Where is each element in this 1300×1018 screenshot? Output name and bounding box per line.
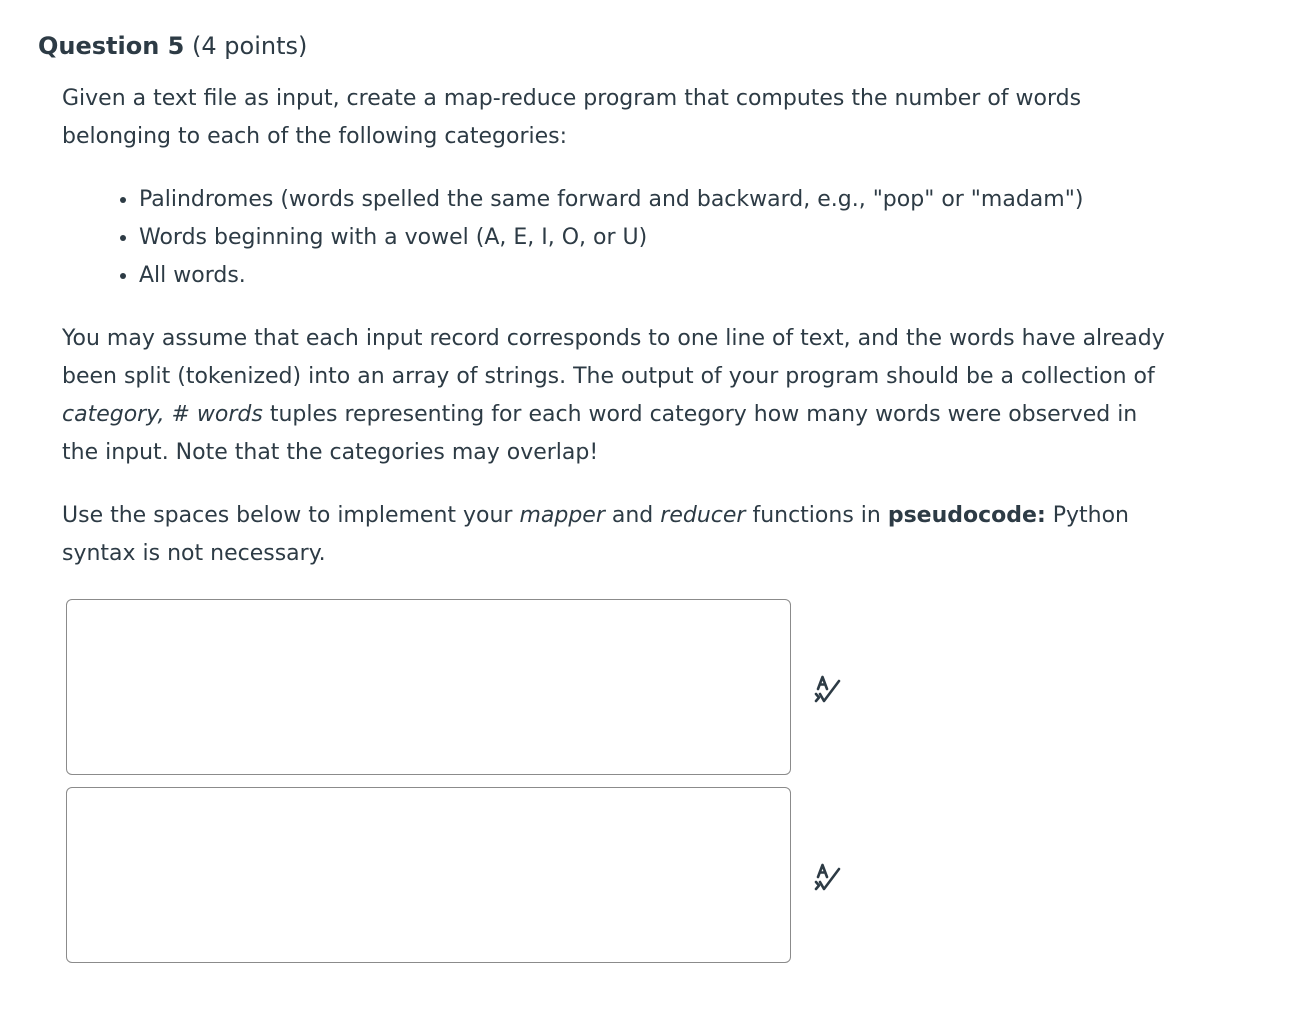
question-paragraph-output (62, 320, 1172, 472)
paragraph-text: functions in (745, 503, 888, 528)
paragraph-text: tuples representing for each word category how many words were observed in the input. Note that the categories may overlap! (62, 402, 1138, 465)
list-item: • Palindromes (words spelled the same forward and backward, e.g., "pop" or "madam") (139, 181, 1172, 219)
spellcheck-icon[interactable] (810, 860, 844, 894)
paragraph-text: and (604, 503, 661, 528)
reducer-term: reducer (660, 503, 746, 528)
list-item: • All words. (139, 257, 1172, 295)
reducer-answer-input[interactable] (67, 788, 790, 962)
question-body (62, 80, 1172, 573)
paragraph-text: Use the spaces below to implement your (62, 503, 520, 528)
mapper-answer-box (66, 599, 791, 775)
tuple-format-text: category, # words (62, 402, 263, 427)
question-title: Question 5 (38, 32, 185, 60)
list-item: • Words beginning with a vowel (A, E, I, O, or U) (139, 219, 1172, 257)
mapper-term: mapper (519, 503, 605, 528)
reducer-answer-box (66, 787, 791, 963)
question-header (38, 30, 307, 62)
mapper-answer-input[interactable] (67, 600, 790, 774)
paragraph-text: Python syntax is not necessary. (62, 503, 1130, 566)
paragraph-text: You may assume that each input record corresponds to one line of text, and the words have already been split (tokenized) into an array of strings. The output of your program should be a collection of (62, 326, 1165, 389)
question-intro: Given a text file as input, create a map-reduce program that computes the number of words belonging to each of the following categories: (62, 86, 1082, 149)
pseudocode-term: pseudocode: (887, 503, 1046, 528)
question-paragraph-instructions (62, 497, 1172, 573)
spellcheck-icon[interactable] (810, 672, 844, 706)
category-list (62, 181, 1172, 295)
question-points: (4 points) (192, 32, 308, 60)
